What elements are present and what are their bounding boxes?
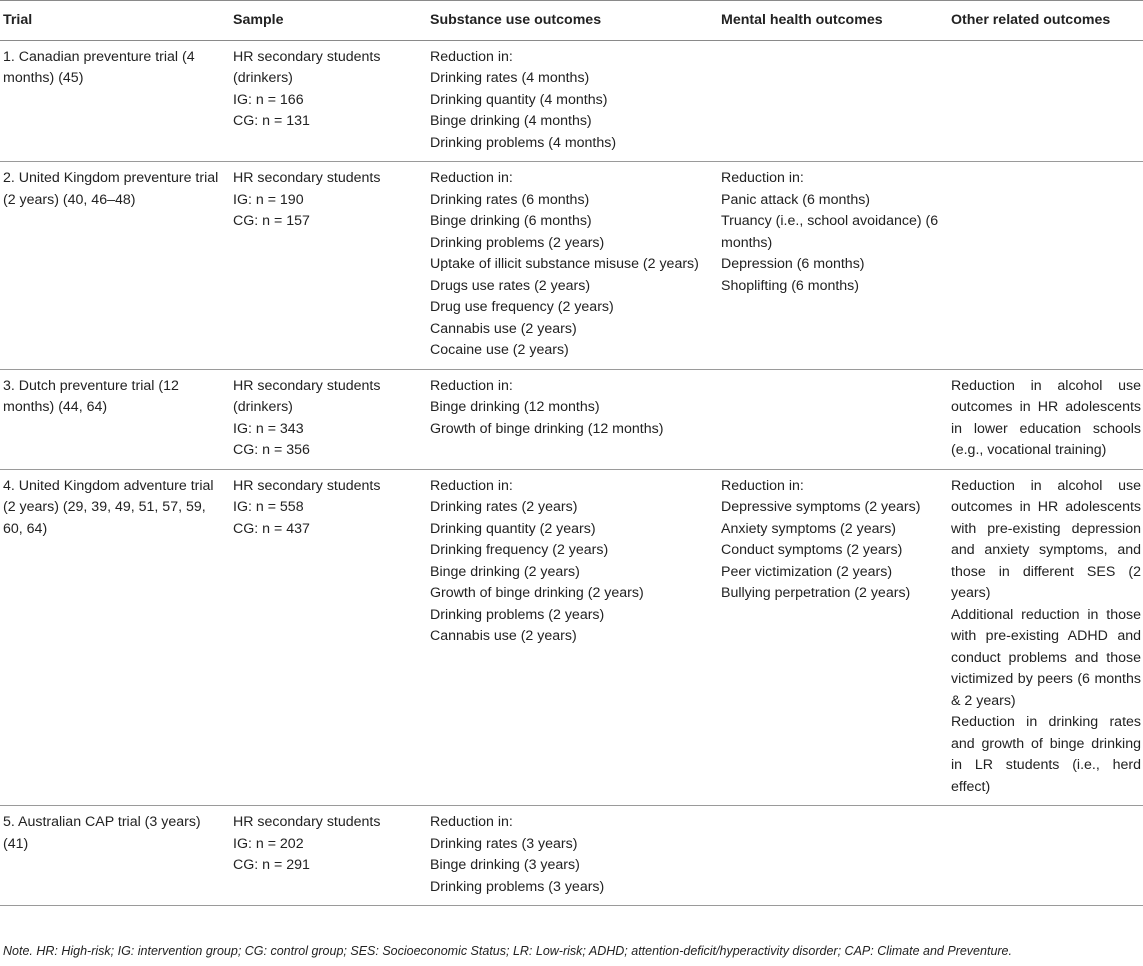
cell-line: HR secondary students (drinkers)	[233, 377, 381, 415]
cell-line: Binge drinking (6 months)	[430, 213, 592, 229]
cell-line: Binge drinking (2 years)	[430, 563, 580, 580]
cell-line: Drinking rates (4 months)	[430, 70, 590, 86]
cell-other-related-outcomes	[949, 162, 1143, 370]
cell-line: Anxiety symptoms (2 years)	[721, 520, 897, 537]
cell-substance-use-outcomes	[428, 162, 719, 370]
cell-sample	[231, 806, 428, 906]
cell-line: Reduction in:	[430, 170, 513, 186]
cell-line: Cannabis use (2 years)	[430, 320, 577, 337]
header-other-related-outcomes: Other related outcomes	[951, 12, 1111, 28]
cell-line: Reduction in:	[721, 477, 804, 494]
cell-line: Reduction in:	[430, 814, 513, 830]
cell-line: HR secondary students	[233, 170, 381, 186]
cell-line: IG: n = 343	[233, 420, 304, 437]
cell-trial	[0, 162, 231, 370]
cell-line: IG: n = 166	[233, 91, 304, 108]
cell-line: IG: n = 558	[233, 499, 304, 515]
cell-mental-health-outcomes	[719, 469, 949, 806]
cell-line: Drinking problems (3 years)	[430, 878, 605, 895]
cell-sample	[231, 162, 428, 370]
cell-mental-health-outcomes	[719, 40, 949, 162]
cell-sample	[231, 369, 428, 469]
cell-line: HR secondary students	[233, 477, 381, 494]
cell-trial	[0, 806, 231, 906]
table-header-row	[0, 1, 1143, 41]
cell-line: Drinking quantity (4 months)	[430, 91, 608, 108]
cell-line: HR secondary students	[233, 814, 381, 830]
cell-line: CG: n = 157	[233, 213, 310, 229]
cell-line: Cannabis use (2 years)	[430, 628, 577, 644]
cell-line: Bullying perpetration (2 years)	[721, 585, 911, 601]
cell-line: Growth of binge drinking (2 years)	[430, 585, 644, 601]
table-row	[0, 806, 1143, 906]
cell-line: Depression (6 months)	[721, 256, 865, 272]
cell-line: Conduct symptoms (2 years)	[721, 542, 903, 558]
cell-line: Peer victimization (2 years)	[721, 563, 893, 580]
cell-line: Reduction in:	[430, 377, 513, 394]
table-note: Note. HR: High-risk; IG: intervention group; CG: control group; SES: Socioeconomic Status; LR: Low-risk; ADHD; attention-deficit/hyperactivity disorder; CAP: Climate and Preventure.	[3, 944, 1012, 958]
cell-line: Drinking frequency (2 years)	[430, 542, 609, 558]
cell-line: HR secondary students (drinkers)	[233, 48, 381, 86]
cell-other-related-outcomes	[949, 806, 1143, 906]
cell-line: Drinking problems (2 years)	[430, 234, 605, 251]
table-row	[0, 469, 1143, 806]
table-row	[0, 40, 1143, 162]
cell-text: 2. United Kingdom preventure trial (2 years) (40, 46–48)	[3, 170, 219, 208]
cell-line: Reduction in alcohol use outcomes in HR adolescents with pre-existing depression and anxiety symptoms, and those in different SES (2 years)	[951, 477, 1141, 601]
cell-line: Binge drinking (4 months)	[430, 113, 592, 129]
cell-line: Reduction in:	[430, 477, 513, 494]
cell-text: 3. Dutch preventure trial (12 months) (44, 64)	[3, 377, 179, 415]
cell-other-related-outcomes	[949, 469, 1143, 806]
cell-line: Additional reduction in those with pre-existing ADHD and conduct problems and those victimized by peers (6 months & 2 years)	[951, 606, 1141, 709]
cell-text: 5. Australian CAP trial (3 years) (41)	[3, 814, 201, 852]
cell-line: Drinking problems (4 months)	[430, 134, 617, 151]
cell-other-related-outcomes	[949, 40, 1143, 162]
cell-trial	[0, 469, 231, 806]
cell-line: Drinking quantity (2 years)	[430, 520, 596, 537]
cell-substance-use-outcomes	[428, 806, 719, 906]
header-trial: Trial	[3, 12, 33, 28]
cell-line: CG: n = 356	[233, 442, 310, 458]
cell-substance-use-outcomes	[428, 369, 719, 469]
cell-line: Binge drinking (12 months)	[430, 399, 600, 415]
cell-line: Reduction in:	[721, 170, 804, 186]
cell-line: Depressive symptoms (2 years)	[721, 499, 921, 515]
cell-text: 4. United Kingdom adventure trial (2 years) (29, 39, 49, 51, 57, 59, 60, 64)	[3, 477, 214, 537]
cell-line: Reduction in alcohol use outcomes in HR adolescents in lower education schools (e.g., vocational training)	[951, 377, 1141, 458]
cell-line: CG: n = 291	[233, 857, 310, 873]
cell-line: Cocaine use (2 years)	[430, 342, 569, 358]
cell-line: Panic attack (6 months)	[721, 191, 871, 208]
cell-mental-health-outcomes	[719, 806, 949, 906]
cell-line: Truancy (i.e., school avoidance) (6 months)	[721, 213, 939, 251]
cell-sample	[231, 469, 428, 806]
table-row	[0, 369, 1143, 469]
header-sample: Sample	[233, 12, 284, 28]
cell-mental-health-outcomes	[719, 369, 949, 469]
cell-line: CG: n = 131	[233, 113, 310, 129]
header-mental-health-outcomes: Mental health outcomes	[721, 12, 883, 28]
table-row	[0, 162, 1143, 370]
cell-line: Reduction in:	[430, 48, 513, 65]
cell-mental-health-outcomes	[719, 162, 949, 370]
cell-line: Drugs use rates (2 years)	[430, 277, 591, 294]
cell-line: Uptake of illicit substance misuse (2 years)	[430, 256, 699, 272]
cell-sample	[231, 40, 428, 162]
header-substance-use-outcomes: Substance use outcomes	[430, 12, 602, 28]
cell-line: Drinking rates (6 months)	[430, 191, 590, 208]
cell-line: Shoplifting (6 months)	[721, 277, 860, 294]
cell-line: CG: n = 437	[233, 520, 310, 537]
cell-substance-use-outcomes	[428, 469, 719, 806]
cell-line: Drinking rates (3 years)	[430, 835, 578, 852]
cell-line: Drinking rates (2 years)	[430, 499, 578, 515]
cell-text: 1. Canadian preventure trial (4 months) (45)	[3, 48, 195, 86]
cell-line: Binge drinking (3 years)	[430, 857, 580, 873]
cell-line: IG: n = 202	[233, 835, 304, 852]
cell-line: Reduction in drinking rates and growth of binge drinking in LR students (i.e., herd effect)	[951, 714, 1141, 795]
cell-other-related-outcomes	[949, 369, 1143, 469]
cell-line: IG: n = 190	[233, 191, 304, 208]
cell-substance-use-outcomes	[428, 40, 719, 162]
cell-line: Growth of binge drinking (12 months)	[430, 420, 664, 437]
cell-line: Drinking problems (2 years)	[430, 606, 605, 623]
cell-line: Drug use frequency (2 years)	[430, 299, 614, 315]
cell-trial	[0, 40, 231, 162]
cell-trial	[0, 369, 231, 469]
